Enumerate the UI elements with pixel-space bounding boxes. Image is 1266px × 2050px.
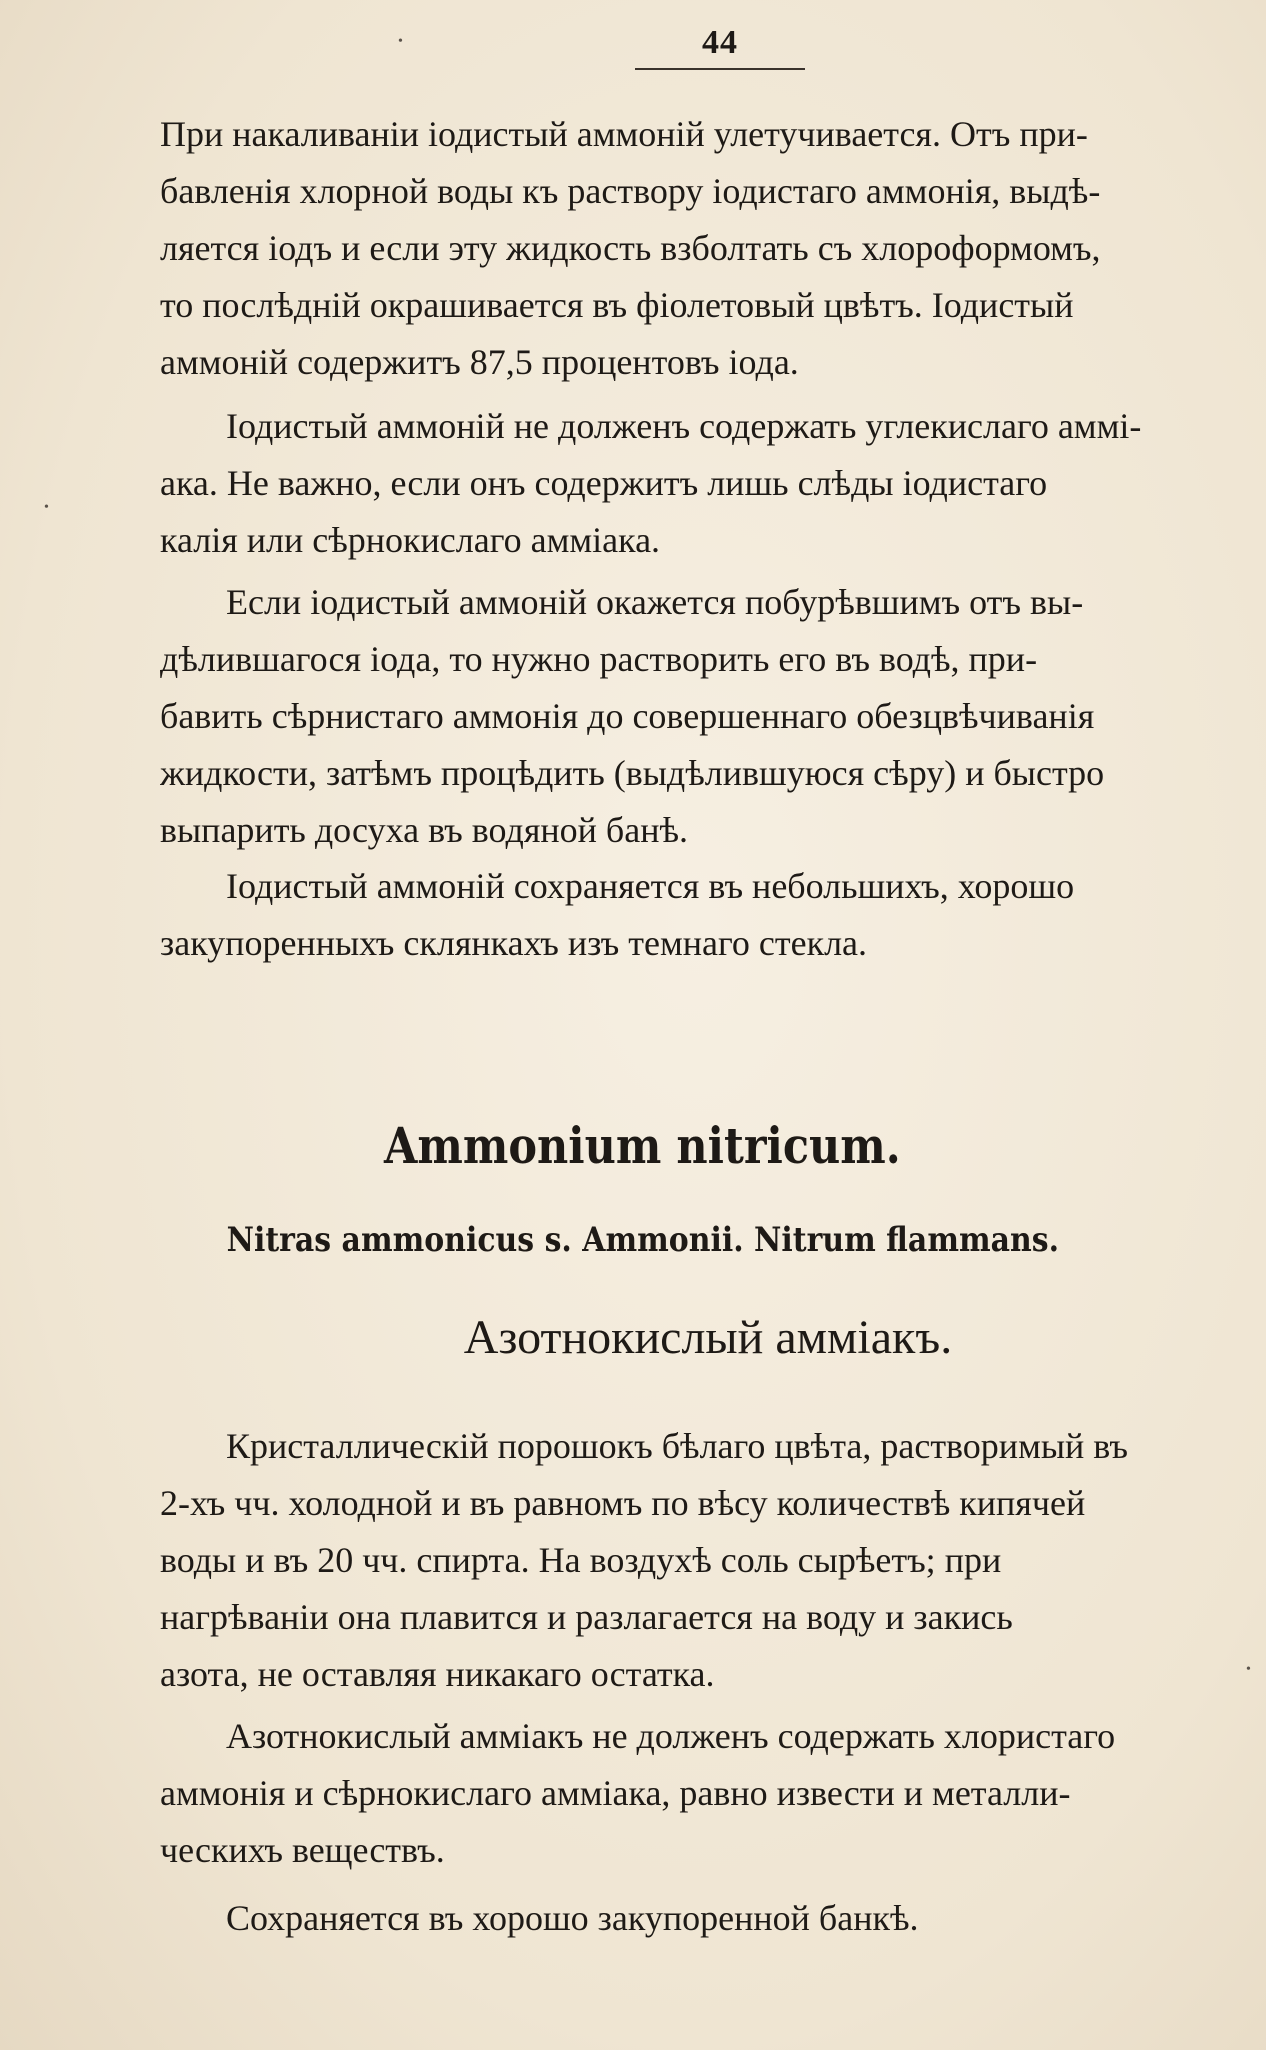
paragraph-1	[160, 106, 1266, 391]
print-speck: •	[398, 34, 403, 49]
text-line: При накаливанiи iодистый аммонiй улетучивается. Отъ при-	[160, 114, 1088, 154]
text-line: бавленiя хлорной воды къ раствору iодистаго аммонiя, выдѣ-	[160, 171, 1101, 211]
text-line: ака. Не важно, если онъ содержитъ лишь слѣды iодистаго	[160, 463, 1048, 503]
text-line: Iодистый аммонiй сохраняется въ небольшихъ, хорошо	[226, 866, 1075, 906]
text-line: Если iодистый аммонiй окажется побурѣвшимъ отъ вы-	[226, 582, 1084, 622]
text-line: Сохраняется въ хорошо закупоренной банкѣ.	[226, 1898, 919, 1938]
text-line: бавить сѣрнистаго аммонiя до совершеннаго обезцвѣчиванiя	[160, 696, 1095, 736]
text-line: ческихъ веществъ.	[160, 1830, 445, 1870]
section-paragraph-2	[160, 1708, 1266, 1879]
text-line: закупоренныхъ склянкахъ изъ темнаго стекла.	[160, 923, 868, 963]
paragraph-3	[160, 574, 1266, 859]
text-line: ляется iодъ и если эту жидкость взболтать съ хлороформомъ,	[160, 228, 1101, 268]
text-line: калiя или сѣрнокислаго аммiака.	[160, 520, 661, 560]
section-paragraph-3	[160, 1890, 1266, 1947]
text-line: то послѣднiй окрашивается въ фiолетовый цвѣтъ. Iодистый	[160, 285, 1074, 325]
section-synonyms-latin: Nitras ammonicus s. Ammonii. Nitrum flammans.	[226, 1220, 1060, 1260]
section-title-latin: Ammonium nitricum.	[384, 1116, 901, 1175]
paragraph-2	[160, 398, 1266, 569]
print-speck: •	[1246, 1662, 1251, 1677]
text-line: дѣлившагося iода, то нужно растворить его въ водѣ, при-	[160, 639, 1038, 679]
text-line: азота, не оставляя никакаго остатка.	[160, 1654, 715, 1694]
page-number: 44	[702, 24, 738, 61]
text-line: 2-хъ чч. холодной и въ равномъ по вѣсу количествѣ кипячей	[160, 1483, 1086, 1523]
section-paragraph-1	[160, 1418, 1266, 1703]
paragraph-4	[160, 858, 1266, 972]
text-line: жидкости, затѣмъ процѣдить (выдѣлившуюся сѣру) и быстро	[160, 753, 1105, 793]
section-title-russian: Азотнокислый аммiакъ.	[463, 1311, 953, 1364]
text-line: воды и въ 20 чч. спирта. На воздухѣ соль сырѣетъ; при	[160, 1540, 1002, 1580]
text-line: Кристаллическiй порошокъ бѣлаго цвѣта, растворимый въ	[226, 1426, 1129, 1466]
text-line: нагрѣванiи она плавится и разлагается на воду и закись	[160, 1597, 1013, 1637]
text-line: аммонiй содержитъ 87,5 процентовъ iода.	[160, 342, 799, 382]
text-line: Iодистый аммонiй не долженъ содержать углекислаго аммi-	[226, 406, 1142, 446]
text-line: аммонiя и сѣрнокислаго аммiака, равно извести и металли-	[160, 1773, 1071, 1813]
text-line: выпарить досуха въ водяной банѣ.	[160, 810, 689, 850]
header-rule	[635, 68, 805, 70]
print-speck: •	[44, 500, 49, 515]
text-line: Азотнокислый аммiакъ не долженъ содержать хлористаго	[226, 1716, 1116, 1756]
